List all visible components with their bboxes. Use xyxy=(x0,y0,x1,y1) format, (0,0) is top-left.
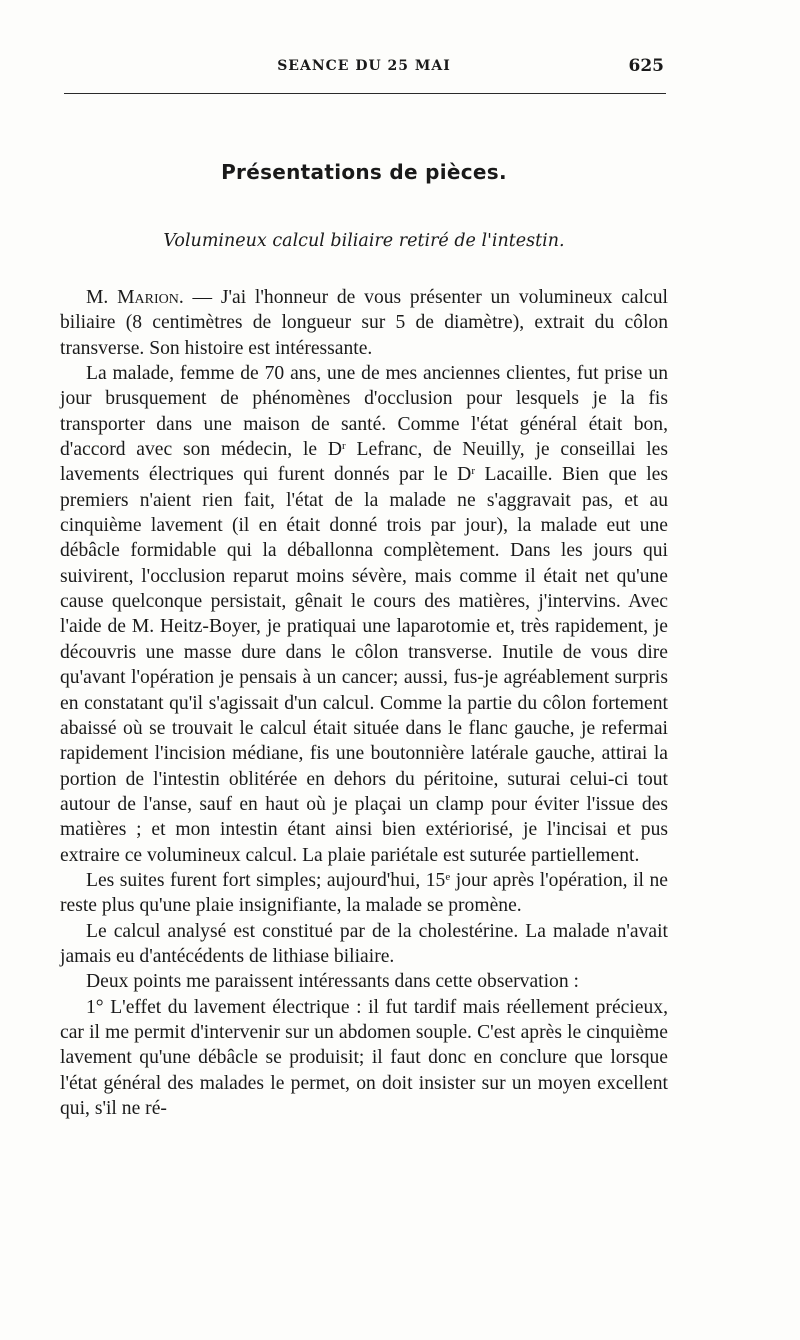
article-title: Volumineux calcul biliaire retiré de l'intestin. xyxy=(163,231,565,251)
section-title: Présentations de pièces. xyxy=(221,160,507,184)
paragraph-text: Le calcul analysé est constitué par de la cholestérine. La malade n'avait jamais eu d'antécédents de lithiase biliaire. xyxy=(60,920,668,967)
paragraph-text: jour après l'opération, il ne reste plus qu'une plaie insignifiante, la malade se promène. xyxy=(60,869,668,917)
paragraph-first-point xyxy=(60,995,668,1122)
paragraph-text: La malade, femme de 70 ans, une de mes anciennes clientes, fut prise un jour brusquement de phénomènes d'occlusion pour lesquels je la fis transporter dans une maison de santé. Comme l'état général était bon, d'accord avec son médecin, le D xyxy=(60,363,668,461)
running-header xyxy=(64,56,664,80)
paragraph-outcome xyxy=(60,868,668,919)
superscript: e xyxy=(445,870,451,883)
paragraph-text: 1° L'effet du lavement électrique : il fut tardif mais réellement précieux, car il me permit d'intervenir sur un abdomen souple. C'est après le cinquième lavement qu'une débâcle se produisit; il faut donc en conclure que lorsque l'état général des malades le permet, on doit insister sur un moyen excellent qui, s'il ne ré- xyxy=(60,996,668,1119)
superscript: r xyxy=(471,465,475,478)
paragraph-text: Les suites furent fort simples; aujourd'hui, 15 xyxy=(86,869,446,891)
paragraph-analysis xyxy=(60,919,668,970)
running-title: SEANCE DU 25 MAI xyxy=(277,58,451,74)
paragraph-text: — J'ai l'honneur de vous présenter un volumineux calcul biliaire (8 centimètres de longueur sur 5 de diamètre), extrait du côlon transverse. Son histoire est intéressante. xyxy=(60,287,668,359)
paragraph-points xyxy=(60,969,668,994)
paragraph-text: Lefranc, de Neuilly, je conseillai les lavements électriques qui furent donnés par le D xyxy=(60,439,668,486)
paragraph-case-history xyxy=(60,361,668,868)
speaker-name: M. Marion. xyxy=(86,287,184,308)
paragraph-intro xyxy=(60,285,668,361)
paragraph-text: Deux points me paraissent intéressants dans cette observation : xyxy=(86,971,579,993)
superscript: r xyxy=(342,440,346,453)
paragraph-text: Lacaille. Bien que les premiers n'aient rien fait, l'état de la malade ne s'aggravait pas, et au cinquième lavement (il en était donné trois par jour), la malade eut une débâcle formidable qui la déballonna complètement. Dans les jours qui suivirent, l'occlusion reparut moins sévère, mais comme il était net qu'une cause quelconque persistait, gênait le cours des matières, j'intervins. Avec l'aide de M. Heitz-Boyer, je pratiquai une laparotomie et, très rapidement, je découvris une masse dure dans le côlon transverse. Inutile de vous dire qu'avant l'opération je pensais à un cancer; aussi, fus-je agréablement surpris en constatant qu'il s'agissait d'un calcul. Comme la partie du côlon fortement abaissé où se trouvait le calcul était située dans le flanc gauche, je refermai rapidement l'incision médiane, fis une boutonnière latérale gauche, attirai la portion de l'intestin oblitérée en dehors du péritoine, suturai celui-ci tout autour de l'anse, sauf en haut où je plaçai un clamp pour éviter l'issue des matières ; et mon intestin étant ainsi bien extériorisé, je l'incisai et pus extraire ce volumineux calcul. La plaie pariétale est suturée partiellement. xyxy=(60,464,668,866)
header-rule xyxy=(64,93,666,94)
article-body xyxy=(60,285,668,1121)
page-number: 625 xyxy=(628,56,664,76)
